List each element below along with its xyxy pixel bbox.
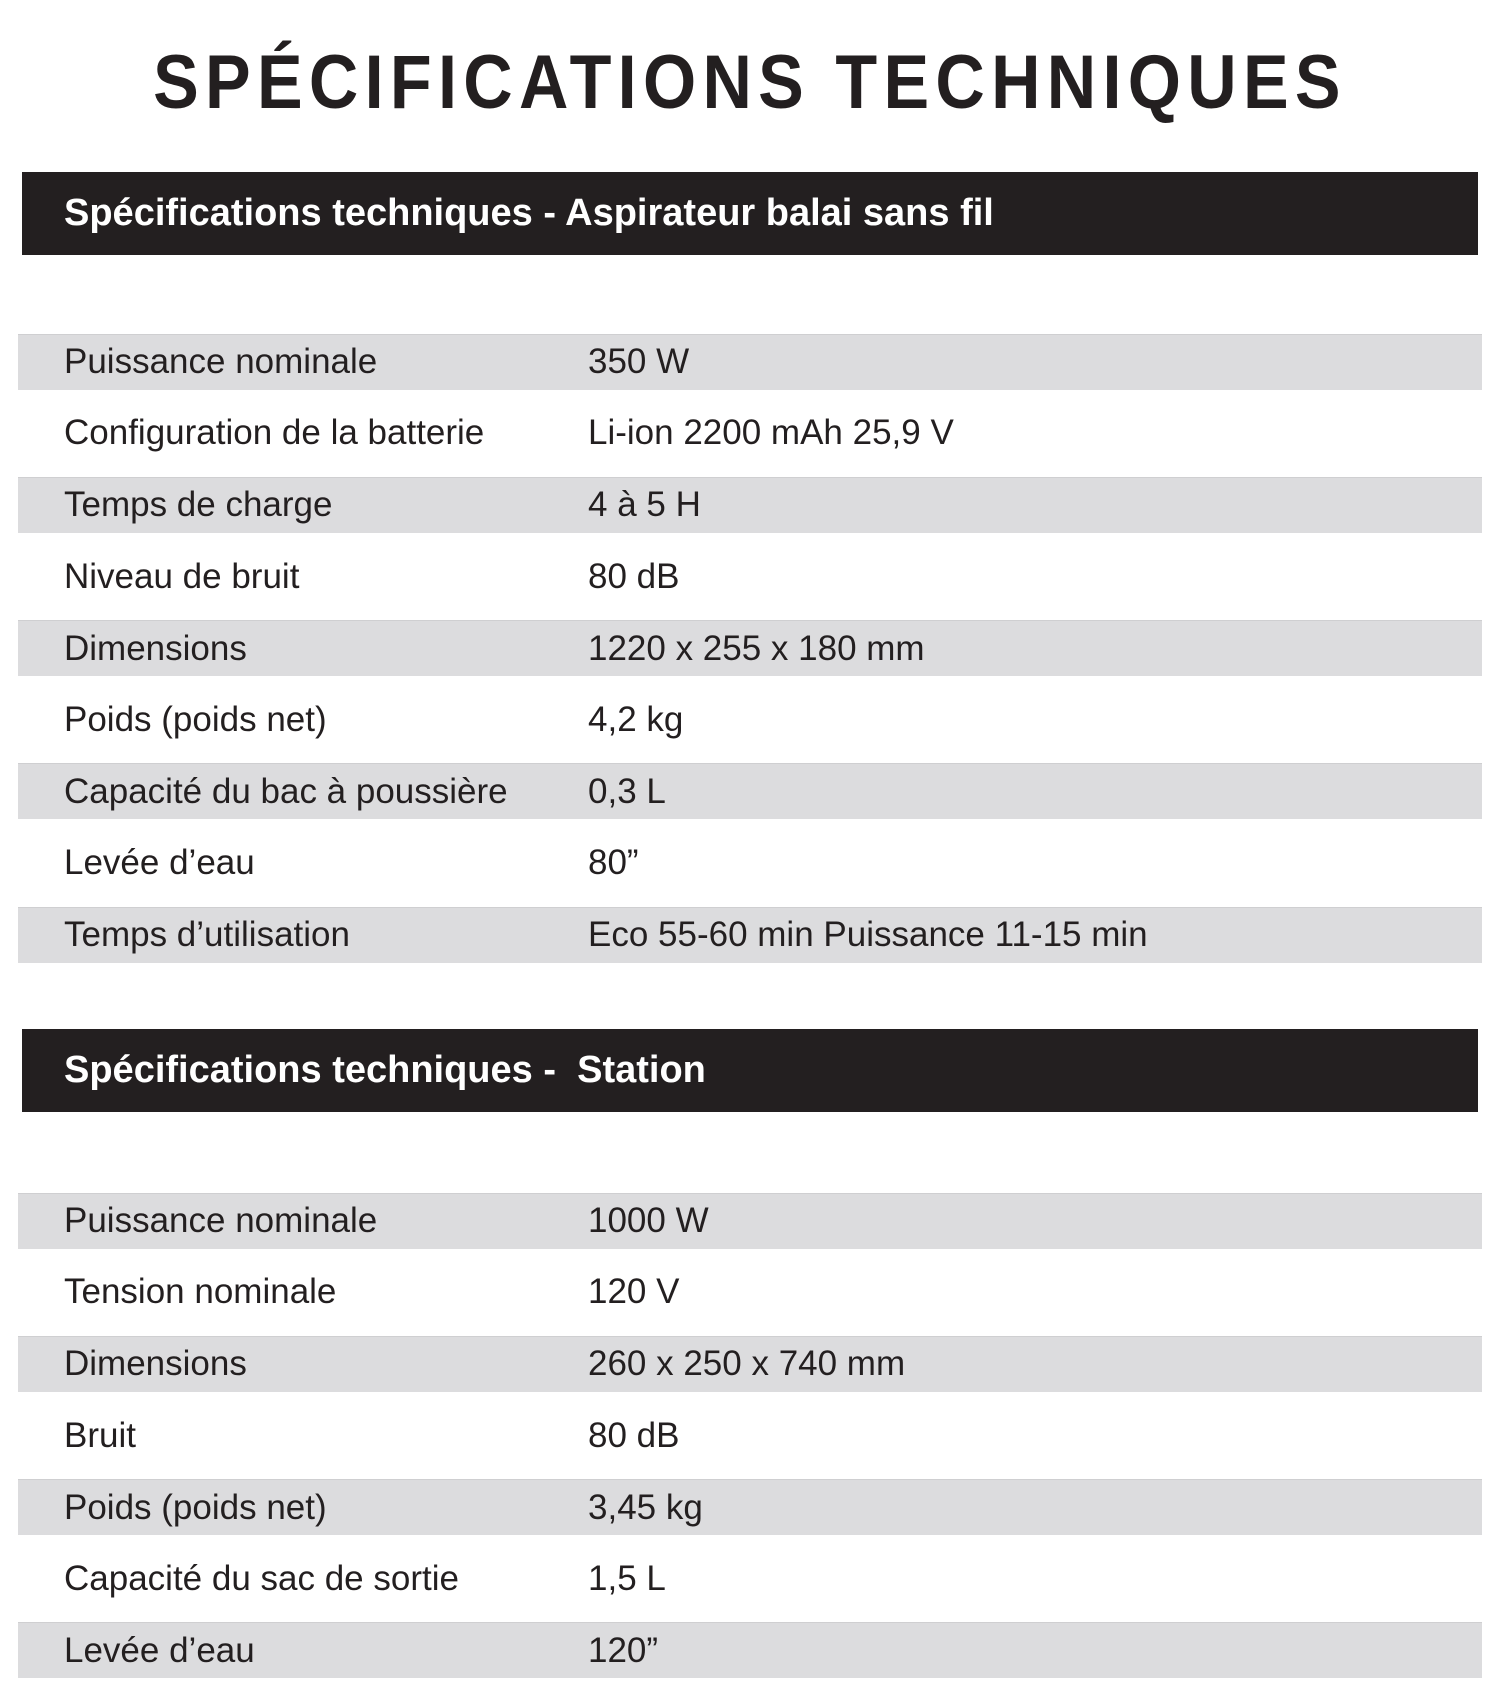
section-header-station: [22, 1029, 1478, 1112]
section-heading: Spécifications techniques - Station: [64, 1049, 706, 1091]
table-row: [18, 1257, 1482, 1329]
spec-value: 120 V: [588, 1272, 680, 1312]
spec-label: Poids (poids net): [64, 699, 327, 739]
section-header-vacuum: [22, 172, 1478, 255]
spec-value: 1000 W: [588, 1201, 709, 1241]
spec-label: Capacité du bac à poussière: [64, 771, 508, 811]
spec-value: 120”: [588, 1630, 659, 1670]
table-row: [18, 334, 1482, 390]
spec-table-vacuum: [18, 326, 1482, 970]
table-row: [18, 1622, 1482, 1678]
spec-value: 350 W: [588, 342, 690, 382]
table-row: [18, 620, 1482, 676]
spec-label: Puissance nominale: [64, 342, 378, 382]
spec-label: Tension nominale: [64, 1272, 337, 1312]
spec-value: 4 à 5 H: [588, 485, 701, 525]
spec-label: Capacité du sac de sortie: [64, 1558, 459, 1598]
spec-label: Temps de charge: [64, 485, 333, 525]
spec-value: 3,45 kg: [588, 1487, 703, 1527]
spec-label: Bruit: [64, 1415, 136, 1455]
table-row: [18, 907, 1482, 963]
table-row: [18, 477, 1482, 533]
spec-value: 80”: [588, 842, 639, 882]
table-row: [18, 684, 1482, 756]
spec-value: 80 dB: [588, 556, 680, 596]
table-row: [18, 1479, 1482, 1535]
section-heading: Spécifications techniques - Aspirateur balai sans fil: [64, 192, 994, 234]
spec-label: Poids (poids net): [64, 1487, 327, 1527]
spec-value: 260 x 250 x 740 mm: [588, 1344, 906, 1384]
spec-label: Levée d’eau: [64, 1630, 255, 1670]
table-row: [18, 763, 1482, 819]
table-row: [18, 1400, 1482, 1472]
spec-value: 1220 x 255 x 180 mm: [588, 628, 925, 668]
spec-value: 0,3 L: [588, 771, 666, 811]
spec-value: Eco 55-60 min Puissance 11-15 min: [588, 915, 1148, 955]
spec-value: 4,2 kg: [588, 699, 684, 739]
spec-label: Puissance nominale: [64, 1201, 378, 1241]
spec-label: Configuration de la batterie: [64, 413, 485, 453]
spec-label: Dimensions: [64, 1344, 247, 1384]
spec-value: 80 dB: [588, 1415, 680, 1455]
spec-value: 1,5 L: [588, 1558, 666, 1598]
table-row: [18, 1543, 1482, 1615]
spec-table-station: [18, 1185, 1482, 1686]
spec-label: Levée d’eau: [64, 842, 255, 882]
spec-label: Dimensions: [64, 628, 247, 668]
table-row: [18, 1193, 1482, 1249]
table-row: [18, 827, 1482, 899]
spec-value: Li-ion 2200 mAh 25,9 V: [588, 413, 954, 453]
table-row: [18, 541, 1482, 613]
table-row: [18, 1336, 1482, 1392]
spec-label: Temps d’utilisation: [64, 915, 350, 955]
spec-label: Niveau de bruit: [64, 556, 300, 596]
table-row: [18, 398, 1482, 470]
page-title: SPÉCIFICATIONS TECHNIQUES: [153, 40, 1347, 125]
